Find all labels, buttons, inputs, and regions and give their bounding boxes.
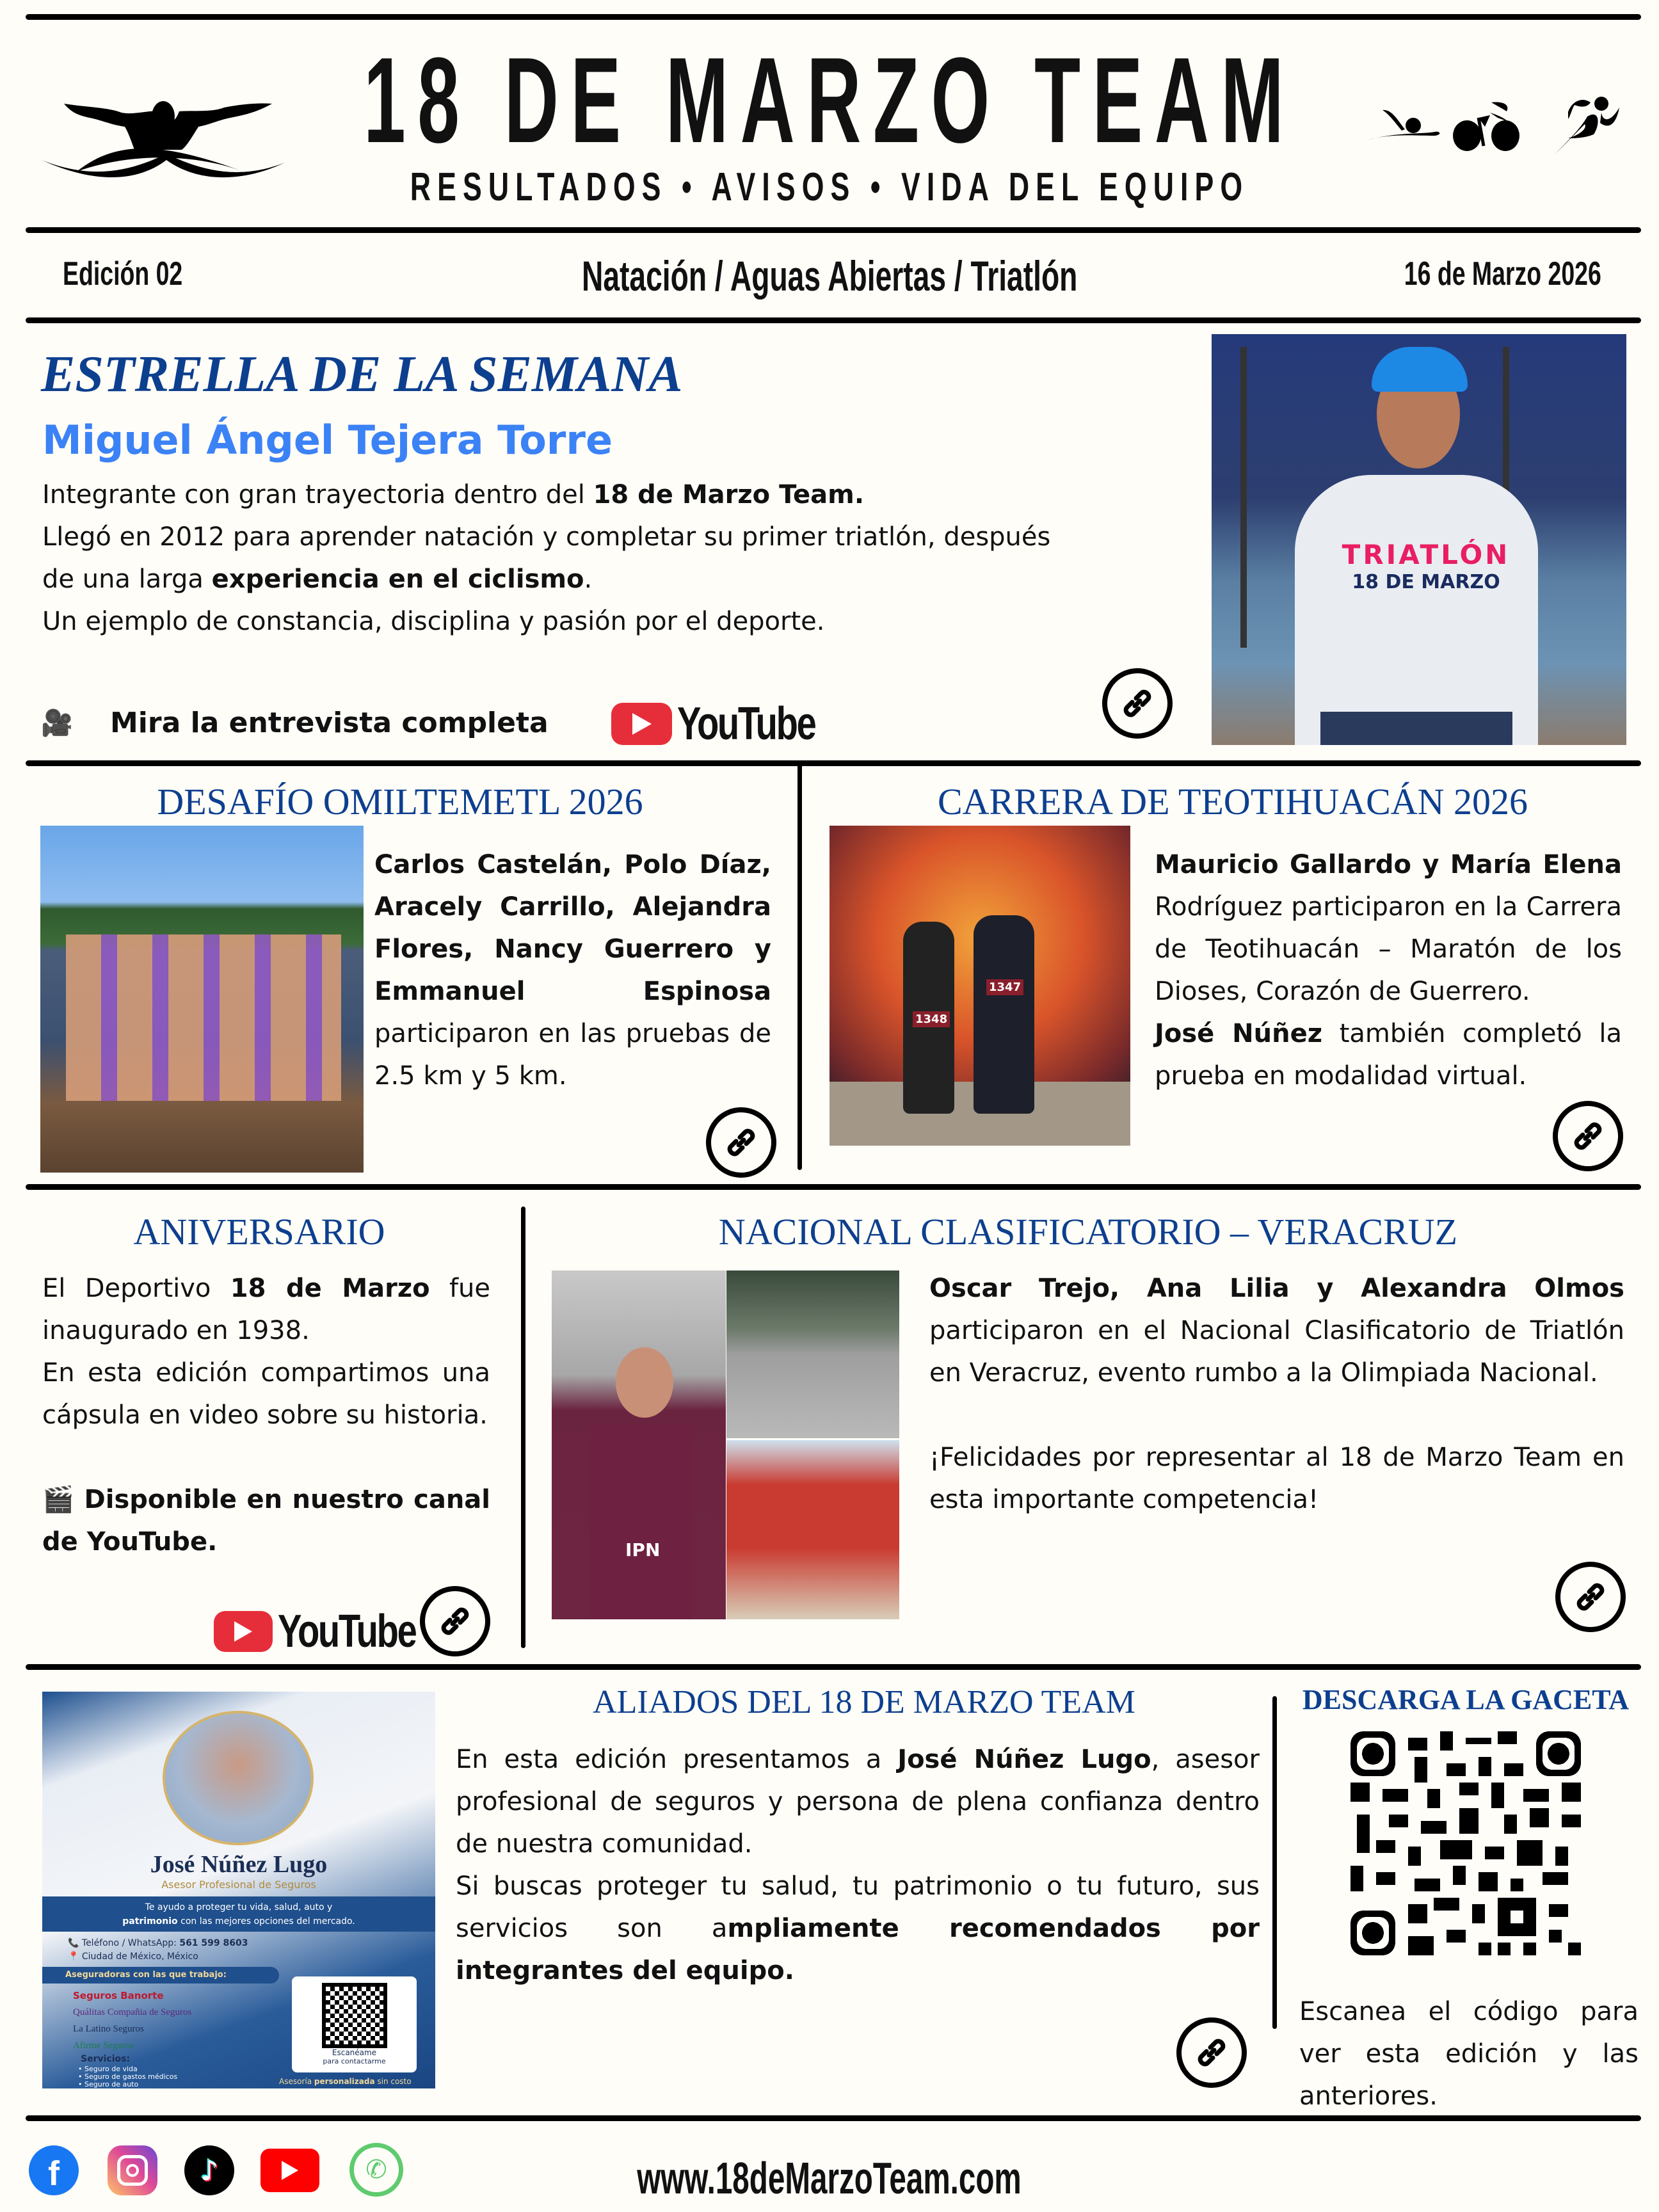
section-4-divider bbox=[1272, 1696, 1277, 2029]
bike-icon bbox=[1453, 102, 1519, 151]
card-services-label: Servicios: bbox=[81, 2054, 131, 2064]
runner-man bbox=[974, 915, 1034, 1114]
aniversario-heading: ANIVERSARIO bbox=[133, 1211, 385, 1253]
card-footer: Asesoría personalizada sin costo bbox=[279, 2077, 412, 2086]
advisor-portrait bbox=[163, 1711, 314, 1845]
omiltemetl-link-icon[interactable] bbox=[706, 1107, 776, 1178]
card-services: • Seguro de vida • Seguro de gastos médicos • Seguro de auto bbox=[78, 2065, 178, 2088]
descarga-caption: Escanea el código para ver esta edición y las anteriores. bbox=[1299, 1997, 1639, 2111]
youtube-play-icon bbox=[611, 703, 672, 745]
athlete-head bbox=[616, 1347, 673, 1418]
website-link[interactable]: www.18deMarzoTeam.com bbox=[637, 2153, 1022, 2203]
masthead-subtitle: RESULTADOS • AVISOS • VIDA DEL EQUIPO bbox=[410, 165, 1249, 209]
omiltemetl-photo bbox=[40, 826, 364, 1173]
person-figure bbox=[1295, 475, 1538, 745]
star-line-3: de una larga experiencia en el ciclismo. bbox=[42, 565, 593, 594]
section-4-bottom-rule bbox=[26, 2115, 1641, 2121]
section-2-divider bbox=[797, 760, 802, 1170]
card-name: José Núñez Lugo bbox=[150, 1851, 328, 1878]
edition-disciplines: Natación / Aguas Abiertas / Triatlón bbox=[581, 252, 1078, 300]
veracruz-heading: NACIONAL CLASIFICATORIO – VERACRUZ bbox=[718, 1211, 1458, 1253]
star-name: Miguel Ángel Tejera Torre bbox=[42, 417, 613, 463]
teotihuacan-link-icon[interactable] bbox=[1553, 1101, 1623, 1171]
top-rule bbox=[26, 14, 1641, 20]
star-line-4: Un ejemplo de constancia, disciplina y pasión por el deporte. bbox=[42, 607, 825, 636]
interview-cta[interactable]: Mira la entrevista completa bbox=[110, 707, 549, 739]
card-role: Asesor Profesional de Seguros bbox=[161, 1879, 316, 1891]
section-1-bottom-rule bbox=[26, 760, 1641, 766]
whatsapp-icon[interactable]: ✆ bbox=[349, 2143, 403, 2197]
edition-date: 16 de Marzo 2026 bbox=[1404, 255, 1601, 293]
teotihuacan-text: Mauricio Gallardo y María Elena Rodríguez participaron en la Carrera de Teotihuacán – Maratón de los Dioses, Corazón de Guerrero. José Núñez también completó la prueba en modalidad virtual. bbox=[1155, 850, 1622, 1091]
star-line-2: Llegó en 2012 para aprender natación y completar su primer triatlón, después bbox=[42, 522, 1051, 552]
star-link-icon[interactable] bbox=[1102, 668, 1173, 739]
star-description bbox=[42, 474, 1194, 643]
aliados-heading: ALIADOS DEL 18 DE MARZO TEAM bbox=[593, 1684, 1135, 1720]
aniversario-text: El Deportivo 18 de Marzo fue inaugurado en 1938. En esta edición compartimos una cápsula en video sobre su historia. 🎬 Disponible en nuestro canal de YouTube. bbox=[42, 1274, 491, 1557]
star-heading: ESTRELLA DE LA SEMANA bbox=[41, 346, 683, 403]
star-photo bbox=[1212, 334, 1626, 745]
swim-icon bbox=[1365, 110, 1439, 141]
athlete-suit-label: IPN bbox=[625, 1539, 661, 1560]
card-tagline: Te ayudo a proteger tu vida, salud, auto y patrimonio con las mejores opciones del mercado. bbox=[42, 1896, 435, 1932]
youtube-logo-link[interactable]: YouTube bbox=[611, 698, 854, 750]
tiktok-icon[interactable]: ♪ bbox=[184, 2145, 234, 2195]
card-insurers-label: Aseguradoras con las que trabajo: bbox=[42, 1967, 279, 1984]
card-phone: 📞 Teléfono / WhatsApp: 561 599 8603 bbox=[68, 1938, 248, 1948]
teotihuacan-heading: CARRERA DE TEOTIHUACÁN 2026 bbox=[937, 781, 1528, 822]
facebook-icon[interactable]: f bbox=[29, 2145, 79, 2195]
card-location: 📍 Ciudad de México, México bbox=[68, 1952, 198, 1962]
omiltemetl-text: Carlos Castelán, Polo Díaz, Aracely Carrillo, Alejandra Flores, Nancy Guerrero y Emmanuel Espinosa participaron en las pruebas de 2.5 km y 5 km. bbox=[374, 850, 771, 1091]
triathlon-icons bbox=[1363, 90, 1645, 154]
card-qr[interactable]: Escanéame para contactarme bbox=[292, 1976, 417, 2072]
gazette-qr-code[interactable] bbox=[1350, 1731, 1581, 1955]
section-2-bottom-rule bbox=[26, 1184, 1641, 1190]
swimmers-group bbox=[66, 934, 341, 1101]
veracruz-photo-cyclists bbox=[726, 1270, 899, 1438]
section-3-divider bbox=[521, 1206, 525, 1648]
insurance-card bbox=[42, 1692, 435, 2088]
veracruz-photo-start bbox=[726, 1440, 899, 1619]
descarga-heading: DESCARGA LA GACETA bbox=[1302, 1684, 1630, 1715]
aliados-link-icon[interactable] bbox=[1176, 2017, 1247, 2088]
edition-bottom-rule bbox=[26, 317, 1641, 323]
athlete-suit bbox=[590, 1424, 693, 1619]
star-line-1: Integrante con gran trayectoria dentro del 18 de Marzo Team. bbox=[42, 480, 865, 509]
video-camera-icon: 🎥 bbox=[41, 709, 73, 738]
aniversario-link-icon[interactable] bbox=[420, 1586, 490, 1656]
card-insurers: Seguros Banorte Quálitas Compañia de Seguros La Latino Seguros Afirme Seguros bbox=[73, 1990, 192, 2051]
aniversario-youtube-link[interactable]: YouTube bbox=[214, 1605, 454, 1658]
run-icon bbox=[1555, 97, 1619, 154]
shirt-text-2: 18 DE MARZO bbox=[1352, 571, 1500, 593]
edition-number: Edición 02 bbox=[63, 255, 183, 293]
veracruz-text: Oscar Trejo, Ana Lilia y Alexandra Olmos participaron en el Nacional Clasificatorio de Triatlón en Veracruz, evento rumbo a la Olimpiada Nacional. ¡Felicidades por representar al 18 de Marzo Team en esta importante competencia! bbox=[929, 1274, 1624, 1514]
masthead-title: 18 DE MARZO TEAM bbox=[363, 33, 1296, 168]
section-3-bottom-rule bbox=[26, 1664, 1641, 1670]
card-qr-code bbox=[322, 1983, 387, 2048]
veracruz-link-icon[interactable] bbox=[1555, 1562, 1626, 1632]
shirt-text-1: TRIATLÓN bbox=[1342, 539, 1511, 570]
teotihuacan-photo bbox=[830, 826, 1130, 1146]
bib-2: 1347 bbox=[986, 979, 1023, 995]
bib-1: 1348 bbox=[913, 1011, 950, 1027]
clapper-icon: 🎬 bbox=[42, 1485, 76, 1514]
jeans bbox=[1320, 712, 1512, 745]
youtube-play-icon bbox=[214, 1611, 273, 1652]
veracruz-photo-athlete bbox=[552, 1270, 726, 1619]
omiltemetl-heading: DESAFÍO OMILTEMETL 2026 bbox=[157, 781, 643, 822]
aliados-text: En esta edición presentamos a José Núñez Lugo, asesor profesional de seguros y persona de plena confianza dentro de nuestra comunidad. Si buscas proteger tu salud, tu patrimonio o tu futuro, sus servicios son ampliamente recomendados por integrantes del equipo. bbox=[456, 1745, 1260, 1985]
masthead-bottom-rule bbox=[26, 227, 1641, 233]
